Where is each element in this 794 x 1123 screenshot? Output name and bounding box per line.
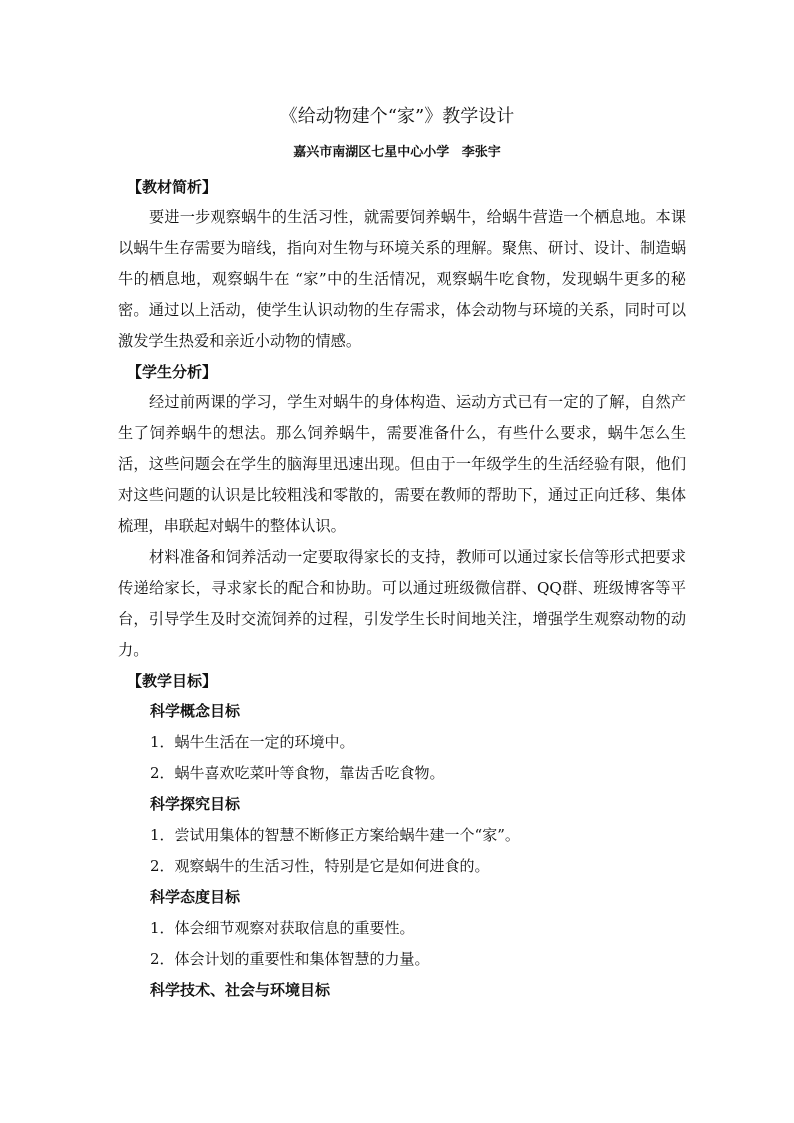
author-line [0,144,794,162]
section-heading-textbook: 【教材简析】 [127,178,218,196]
goal-item: 1．体会细节观察对获取信息的重要性。 [150,919,415,937]
goal-item: 1．尝试用集体的智慧不断修正方案给蜗牛建一个“家”。 [150,826,520,844]
school-name: 嘉兴市南湖区七星中心小学 [293,145,450,160]
document-title: 《给动物建个“家”》教学设计 [279,106,515,127]
section-heading-students: 【学生分析】 [127,363,218,381]
goal-subheading-attitude: 科学态度目标 [150,888,241,906]
textbook-analysis-paragraph: 要进一步观察蜗牛的生活习性，就需要饲养蜗牛，给蜗牛营造一个栖息地。本课以蜗牛生存需要为暗线，指向对生物与环境关系的理解。聚焦、研讨、设计、制造蜗牛的栖息地，观察蜗牛在 “家”中的生活情况，观察蜗牛吃食物，发现蜗牛更多的秘密。通过以上活动，使学生认识动物的生存需求，体会动物与环境的关系，同时可以激发学生热爱和亲近小动物的情感。 [118,208,686,350]
goal-subheading-stse: 科学技术、社会与环境目标 [150,981,331,999]
goal-item: 2．观察蜗牛的生活习性，特别是它是如何进食的。 [150,857,490,875]
goal-item: 2．体会计划的重要性和集体智慧的力量。 [150,950,430,968]
student-analysis-paragraph-2: 材料准备和饲养活动一定要取得家长的支持，教师可以通过家长信等形式把要求传递给家长，寻求家长的配合和协助。可以通过班级微信群、QQ群、班级博客等平台，引导学生及时交流饲养的过程，引发学生长时间地关注，增强学生观察动物的动力。 [118,548,686,659]
goal-subheading-concept: 科学概念目标 [150,702,241,720]
document-body [118,172,686,1006]
goal-item: 2．蜗牛喜欢吃菜叶等食物，靠齿舌吃食物。 [150,764,445,782]
goal-item: 1．蜗牛生活在一定的环境中。 [150,733,355,751]
goal-subheading-inquiry: 科学探究目标 [150,795,241,813]
section-heading-goals: 【教学目标】 [127,672,218,690]
author-name: 李张宇 [461,145,501,160]
student-analysis-paragraph-1: 经过前两课的学习，学生对蜗牛的身体构造、运动方式已有一定的了解，自然产生了饲养蜗牛的想法。那么饲养蜗牛，需要准备什么，有些什么要求，蜗牛怎么生活，这些问题会在学生的脑海里迅速出现。但由于一年级学生的生活经验有限，他们对这些问题的认识是比较粗浅和零散的，需要在教师的帮助下，通过正向迁移、集体梳理，串联起对蜗牛的整体认识。 [118,393,686,535]
